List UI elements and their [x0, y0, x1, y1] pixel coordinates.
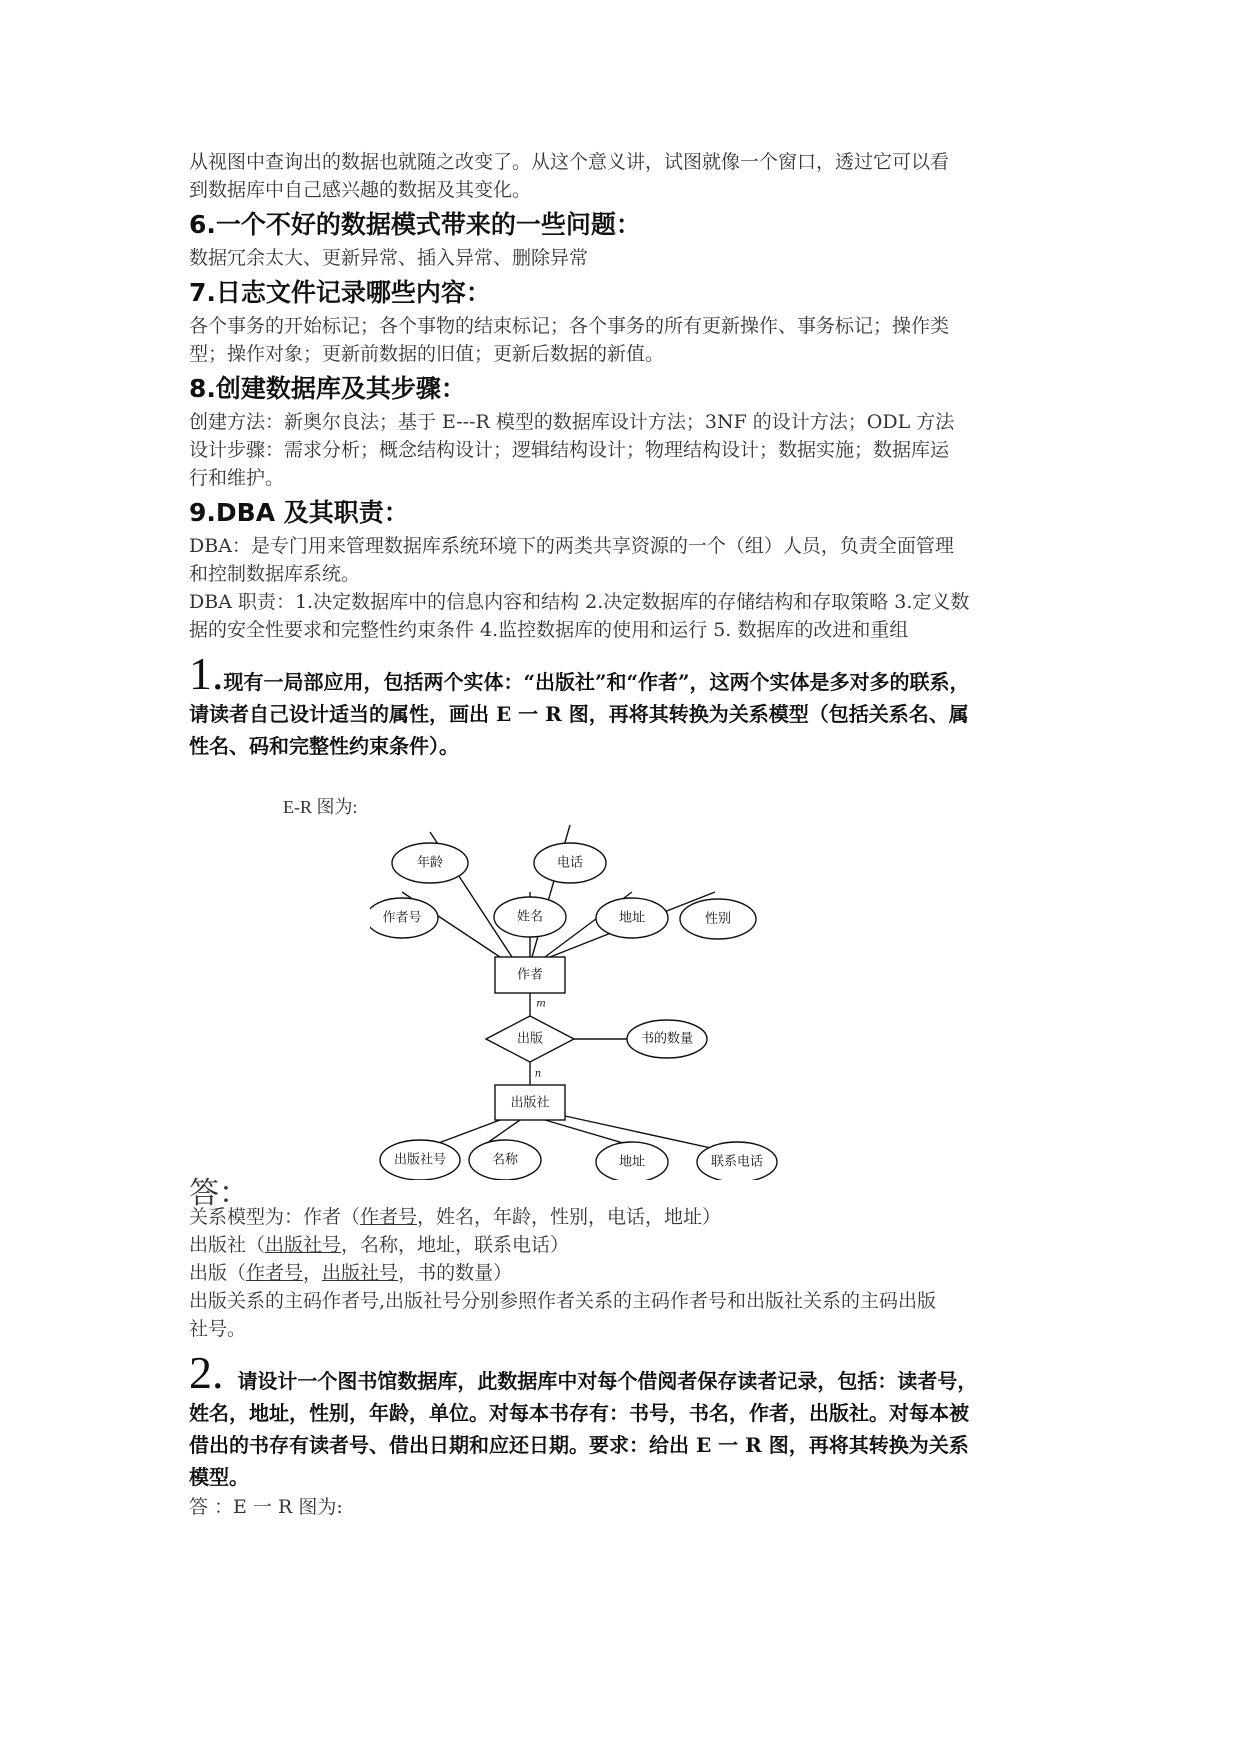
section-line: 创建方法：新奥尔良法；基于 E---R 模型的数据库设计方法；3NF 的设计方法；ODL 方法	[189, 411, 955, 433]
question-line: 2. 请设计一个图书馆数据库，此数据库中对每个借阅者保存读者记录，包括：读者号，	[189, 1347, 978, 1398]
relation-publisher: 出版社（出版社号，名称，地址，联系电话）	[189, 1234, 570, 1256]
section-line: DBA 职责：1.决定数据库中的信息内容和结构 2.决定数据库的存储结构和存取策略 3.定义数	[189, 591, 970, 613]
question-line: 借出的书存有读者号、借出日期和应还日期。要求：给出 E 一 R 图，再将其转换为关系	[189, 1433, 969, 1457]
section-line: 型；操作对象；更新前数据的旧值；更新后数据的新值。	[189, 343, 665, 365]
primary-key: 出版社号	[265, 1234, 342, 1256]
relation-label: 出版	[516, 1031, 544, 1047]
question-line: 1.现有一局部应用，包括两个实体：“出版社”和“作者”，这两个实体是多对多的联系，	[189, 648, 970, 699]
entity-author-label: 作者	[516, 967, 544, 983]
section-line: 设计步骤：需求分析；概念结构设计；逻辑结构设计；物理结构设计；数据实施；数据库运	[189, 439, 950, 461]
intro-line-2: 到数据库中自己感兴趣的数据及其变化。	[189, 179, 532, 201]
primary-key: 作者号	[360, 1206, 418, 1228]
attr-address-label: 地址	[618, 910, 646, 926]
section-line: 据的安全性要求和完整性约束条件 4.监控数据库的使用和运行 5. 数据库的改进和重组	[189, 619, 909, 641]
note-line: 社号。	[189, 1318, 247, 1340]
answer-1	[189, 1203, 1059, 1521]
question-line: 性名、码和完整性约束条件）。	[189, 734, 459, 758]
document-page	[189, 148, 1059, 762]
section-line: 数据冗余太大、更新异常、插入异常、删除异常	[189, 247, 589, 269]
attr-authorno-label: 作者号	[382, 910, 422, 926]
attr-name-label: 姓名	[516, 909, 544, 925]
section-7	[189, 276, 1059, 368]
attr-phone-label: 电话	[556, 855, 584, 871]
primary-key: 出版社号	[322, 1262, 399, 1284]
relation-publish: 出版（作者号，出版社号，书的数量）	[189, 1262, 513, 1284]
attr-bookcount-label: 书的数量	[640, 1031, 694, 1047]
attr-pubphone-label: 联系电话	[710, 1154, 764, 1170]
attr-pubaddress-label: 地址	[618, 1154, 646, 1170]
section-line: 和控制数据库系统。	[189, 563, 361, 585]
note-line: 出版关系的主码作者号,出版社号分别参照作者关系的主码作者号和出版社关系的主码出版	[189, 1290, 937, 1312]
cardinality-n: n	[534, 1068, 542, 1080]
answer-label: 答：	[189, 1176, 249, 1211]
question-1	[189, 648, 1059, 762]
primary-key: 作者号	[246, 1262, 304, 1284]
section-line: 各个事务的开始标记；各个事物的结束标记；各个事务的所有更新操作、事务标记；操作类	[189, 315, 950, 337]
section-8	[189, 372, 1059, 492]
entity-publisher-label: 出版社	[510, 1095, 550, 1111]
section-line: 行和维护。	[189, 467, 285, 489]
attr-gender-label: 性别	[704, 911, 732, 927]
question-2	[189, 1347, 1059, 1521]
question-number: 2.	[189, 1347, 224, 1398]
section-heading: 6.一个不好的数据模式带来的一些问题：	[189, 210, 641, 239]
intro-line-1: 从视图中查询出的数据也就随之改变了。从这个意义讲，试图就像一个窗口，透过它可以看	[189, 151, 950, 173]
section-6	[189, 208, 1059, 272]
attr-age-label: 年龄	[416, 855, 444, 871]
attr-pubno-label: 出版社号	[393, 1152, 447, 1168]
section-line: DBA：是专门用来管理数据库系统环境下的两类共享资源的一个（组）人员，负责全面管理	[189, 535, 954, 557]
section-heading: 9.DBA 及其职责：	[189, 498, 409, 527]
relation-author: 关系模型为：作者（作者号，姓名，年龄，性别，电话，地址）	[189, 1206, 722, 1228]
question-number: 1.	[189, 648, 224, 699]
section-heading: 8.创建数据库及其步骤：	[189, 374, 466, 403]
attr-pubname-label: 名称	[491, 1152, 519, 1168]
er-diagram	[370, 820, 800, 1180]
er-caption: E-R 图为:	[283, 797, 358, 817]
section-heading: 7.日志文件记录哪些内容：	[189, 278, 491, 307]
answer-line: 答 ：E 一 R 图为:	[189, 1496, 343, 1518]
cardinality-m: m	[536, 998, 546, 1010]
question-line: 姓名，地址，性别，年龄，单位。对每本书存有：书号，书名，作者，出版社。对每本被	[189, 1401, 969, 1425]
question-line: 请读者自己设计适当的属性，画出 E 一 R 图，再将其转换为关系模型（包括关系名、属	[189, 702, 969, 726]
question-line: 模型。	[189, 1465, 249, 1489]
section-9	[189, 496, 1059, 644]
